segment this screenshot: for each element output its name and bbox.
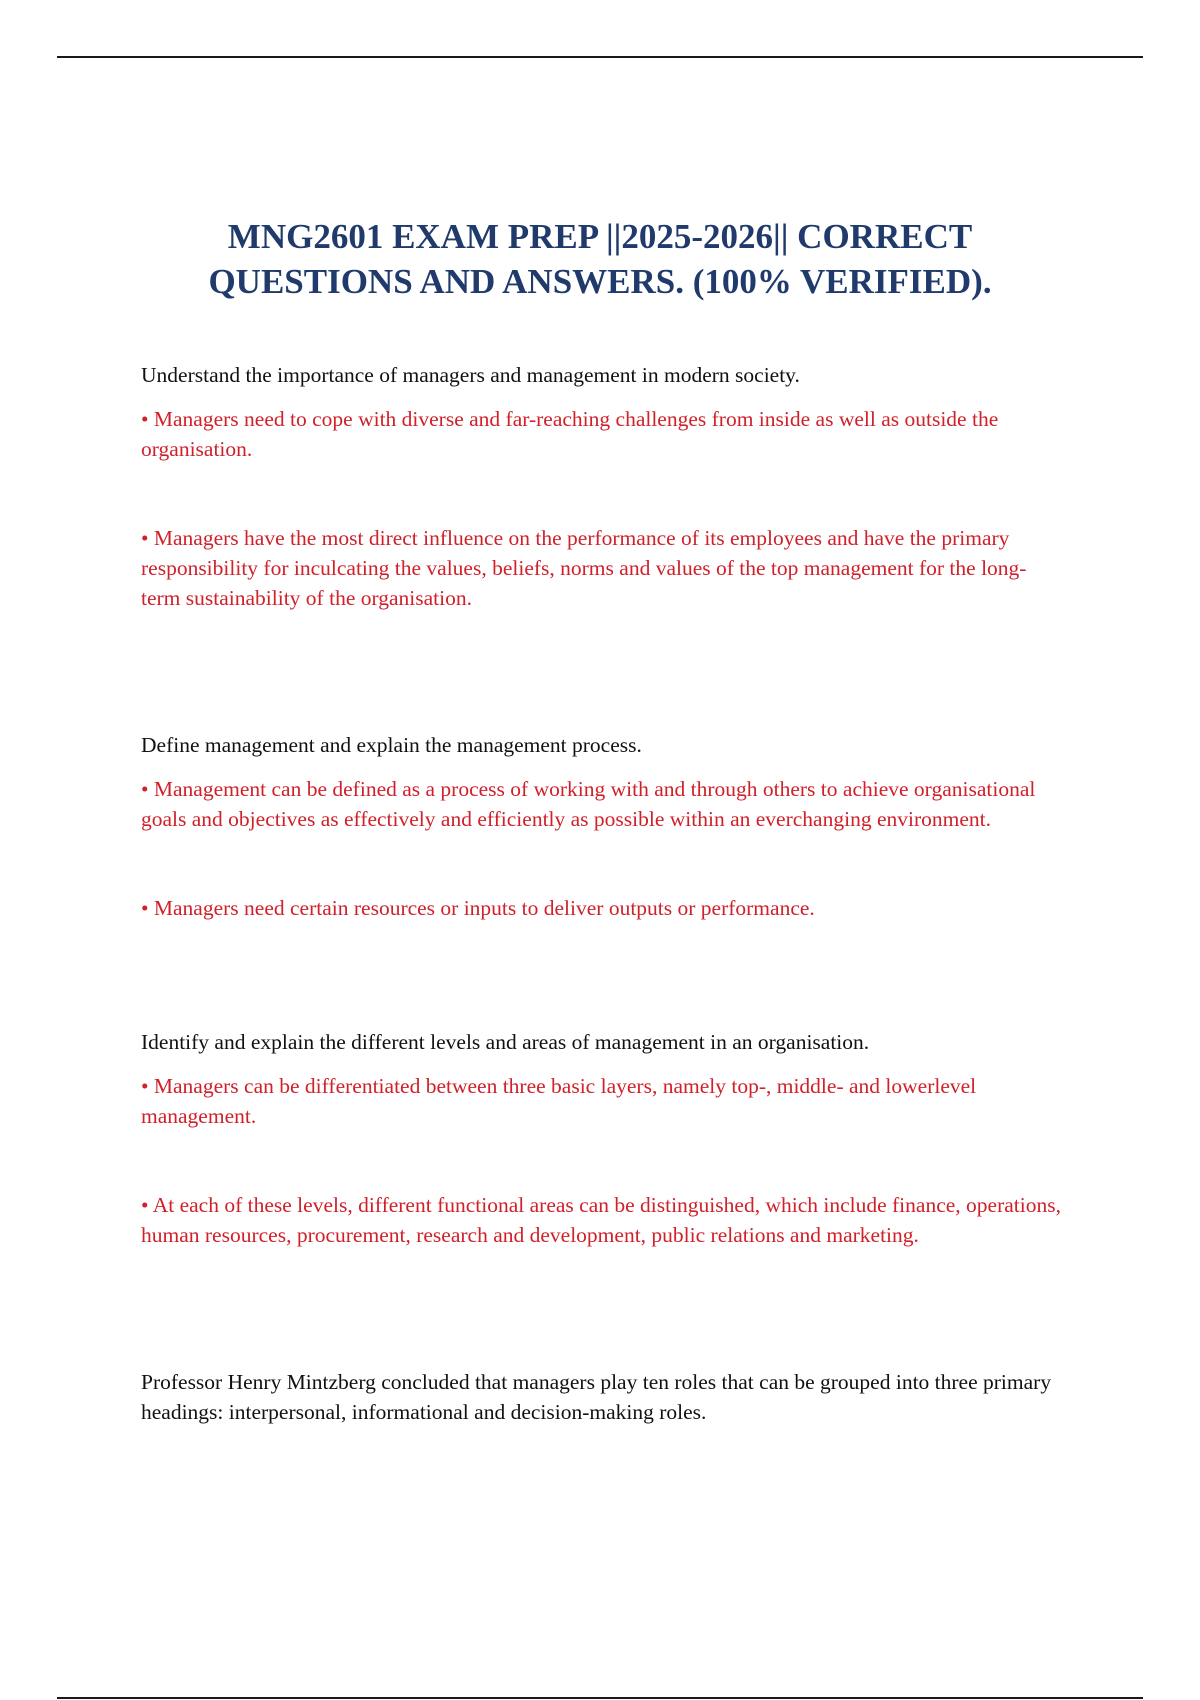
top-rule [57, 56, 1143, 58]
question-2: Define management and explain the management process. [141, 733, 642, 757]
bottom-rule [57, 1697, 1143, 1699]
question-3: Identify and explain the different levels and areas of management in an organisation. [141, 1030, 870, 1054]
answer-1-2: • Managers have the most direct influence on the performance of its employees and have the primary responsibility for inculcating the values, beliefs, norms and values of the top management for the long-term sustainability of the organisation. [141, 526, 1027, 610]
title-line-1: MNG2601 EXAM PREP ||2025-2026|| CORRECT [227, 217, 973, 256]
answer-3-1: • Managers can be differentiated between three basic layers, namely top-, middle- and lowerlevel management. [141, 1074, 977, 1128]
question-1: Understand the importance of managers and management in modern society. [141, 363, 800, 387]
question-4: Professor Henry Mintzberg concluded that managers play ten roles that can be grouped into three primary headings: interpersonal, informational and decision-making roles. [141, 1370, 1052, 1424]
title-line-2: QUESTIONS AND ANSWERS. (100% VERIFIED). [208, 262, 992, 301]
answer-2-2: • Managers need certain resources or inputs to deliver outputs or performance. [141, 896, 815, 920]
answer-3-2: • At each of these levels, different functional areas can be distinguished, which include finance, operations, human resources, procurement, research and development, public relations and marketing. [141, 1193, 1061, 1247]
document-title [100, 214, 1100, 304]
answer-1-1: • Managers need to cope with diverse and far-reaching challenges from inside as well as outside the organisation. [141, 407, 999, 461]
document-body [141, 360, 1061, 1427]
answer-2-1: • Management can be defined as a process of working with and through others to achieve organisational goals and objectives as effectively and efficiently as possible within an everchanging environment. [141, 777, 1036, 831]
